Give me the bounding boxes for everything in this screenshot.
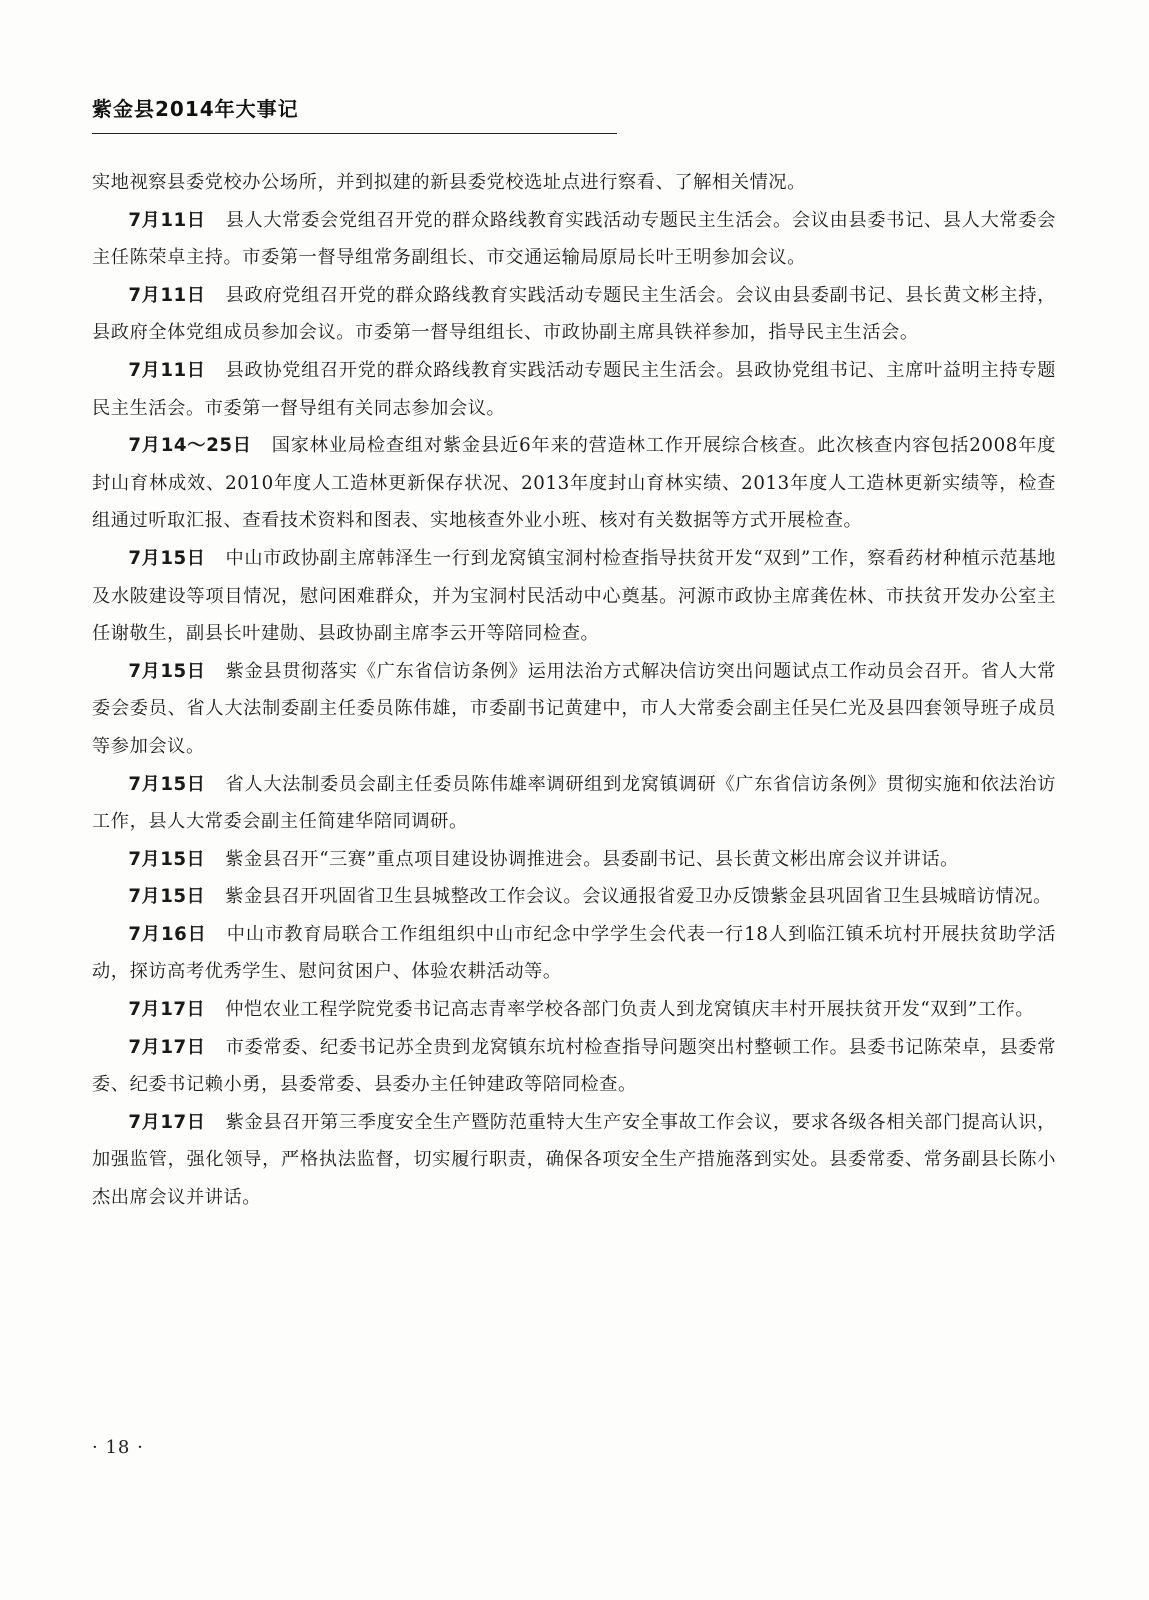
chronicle-entry xyxy=(92,277,1056,352)
entry-text: 县政府党组召开党的群众路线教育实践活动专题民主生活会。会议由县委副书记、县长黄文彬主持，县政府全体党组成员参加会议。市委第一督导组组长、市政协副主席具铁祥参加，指导民主生活会。 xyxy=(92,284,1057,344)
entry-text: 省人大法制委员会副主任委员陈伟雄率调研组到龙窝镇调研《广东省信访条例》贯彻实施和依法治访工作，县人大常委会副主任简建华陪同调研。 xyxy=(92,773,1057,833)
running-title: 紫金县2014年大事记 xyxy=(92,97,299,121)
entry-text: 县政协党组召开党的群众路线教育实践活动专题民主生活会。县政协党组书记、主席叶益明主持专题民主生活会。市委第一督导组有关同志参加会议。 xyxy=(92,359,1057,419)
chronicle-entry xyxy=(92,878,1056,916)
entry-date: 7月11日 xyxy=(128,284,206,306)
chronicle-entry xyxy=(92,1104,1056,1217)
entry-text: 中山市政协副主席韩泽生一行到龙窝镇宝洞村检查指导扶贫开发“双到”工作，察看药材种植示范基地及水陂建设等项目情况，慰问困难群众，并为宝洞村民活动中心奠基。河源市政协主席龚佐林、市扶贫开发办公室主任谢敬生，副县长叶建勋、县政协副主席李云开等陪同检查。 xyxy=(92,547,1056,645)
page-body xyxy=(92,164,1056,1217)
entry-date: 7月14～25日 xyxy=(128,435,252,457)
entry-date: 7月15日 xyxy=(128,660,206,682)
entry-text: 中山市教育局联合工作组组织中山市纪念中学学生会代表一行18人到临江镇禾坑村开展扶贫助学活动，探访高考优秀学生、慰问贫困户、体验农耕活动等。 xyxy=(92,923,1057,983)
entry-text: 紫金县召开第三季度安全生产暨防范重特大生产安全事故工作会议，要求各级各相关部门提高认识，加强监管，强化领导，严格执法监督，切实履行职责，确保各项安全生产措施落到实处。县委常委、常务副县长陈小杰出席会议并讲话。 xyxy=(92,1111,1057,1209)
entry-text: 国家林业局检查组对紫金县近6年来的营造林工作开展综合核查。此次核查内容包括2008年度封山育林成效、2010年度人工造林更新保存状况、2013年度封山育林实绩、2013年度人工造林更新实绩等，检查组通过听取汇报、查看技术资料和图表、实地核查外业小班、核对有关数据等方式开展检查。 xyxy=(92,435,1056,532)
entry-date: 7月15日 xyxy=(128,886,206,908)
chronicle-entry xyxy=(92,427,1056,540)
entry-text: 县人大常委会党组召开党的群众路线教育实践活动专题民主生活会。会议由县委书记、县人大常委会主任陈荣卓主持。市委第一督导组常务副组长、市交通运输局原局长叶王明参加会议。 xyxy=(92,209,1057,269)
chronicle-entry xyxy=(92,202,1056,277)
entry-text: 紫金县召开巩固省卫生县城整改工作会议。会议通报省爱卫办反馈紫金县巩固省卫生县城暗访情况。 xyxy=(225,886,1052,908)
chronicle-entry xyxy=(92,1029,1056,1104)
entry-text: 市委常委、纪委书记苏全贵到龙窝镇东坑村检查指导问题突出村整顿工作。县委书记陈荣卓，县委常委、纪委书记赖小勇，县委常委、县委办主任钟建政等陪同检查。 xyxy=(92,1036,1057,1096)
entry-date: 7月11日 xyxy=(128,209,206,231)
lead-paragraph: 实地视察县委党校办公场所，并到拟建的新县委党校选址点进行察看、了解相关情况。 xyxy=(92,172,806,193)
chronicle-entry xyxy=(92,841,1056,879)
entry-date: 7月16日 xyxy=(128,923,207,945)
entry-date: 7月11日 xyxy=(128,359,206,381)
chronicle-entry xyxy=(92,766,1056,841)
entry-date: 7月15日 xyxy=(128,848,206,870)
entry-text: 仲恺农业工程学院党委书记高志青率学校各部门负责人到龙窝镇庆丰村开展扶贫开发“双到”工作。 xyxy=(225,999,1035,1021)
chronicle-entry xyxy=(92,540,1056,653)
entry-date: 7月17日 xyxy=(128,1111,206,1133)
chronicle-entry xyxy=(92,352,1056,427)
entry-date: 7月15日 xyxy=(128,547,206,569)
entry-date: 7月17日 xyxy=(128,1036,206,1058)
header-rule xyxy=(92,133,617,134)
entry-text: 紫金县召开“三赛”重点项目建设协调推进会。县委副书记、县长黄文彬出席会议并讲话。 xyxy=(225,848,959,870)
entry-date: 7月15日 xyxy=(128,773,206,795)
entry-date: 7月17日 xyxy=(128,999,206,1021)
page-number: · 18 · xyxy=(92,1437,144,1458)
entry-text: 紫金县贯彻落实《广东省信访条例》运用法治方式解决信访突出问题试点工作动员会召开。省人大常委会委员、省人大法制委副主任委员陈伟雄，市委副书记黄建中，市人大常委会副主任吴仁光及县四套领导班子成员等参加会议。 xyxy=(92,660,1057,757)
chronicle-entry xyxy=(92,991,1056,1029)
chronicle-entry xyxy=(92,653,1056,766)
chronicle-entry xyxy=(92,916,1056,991)
